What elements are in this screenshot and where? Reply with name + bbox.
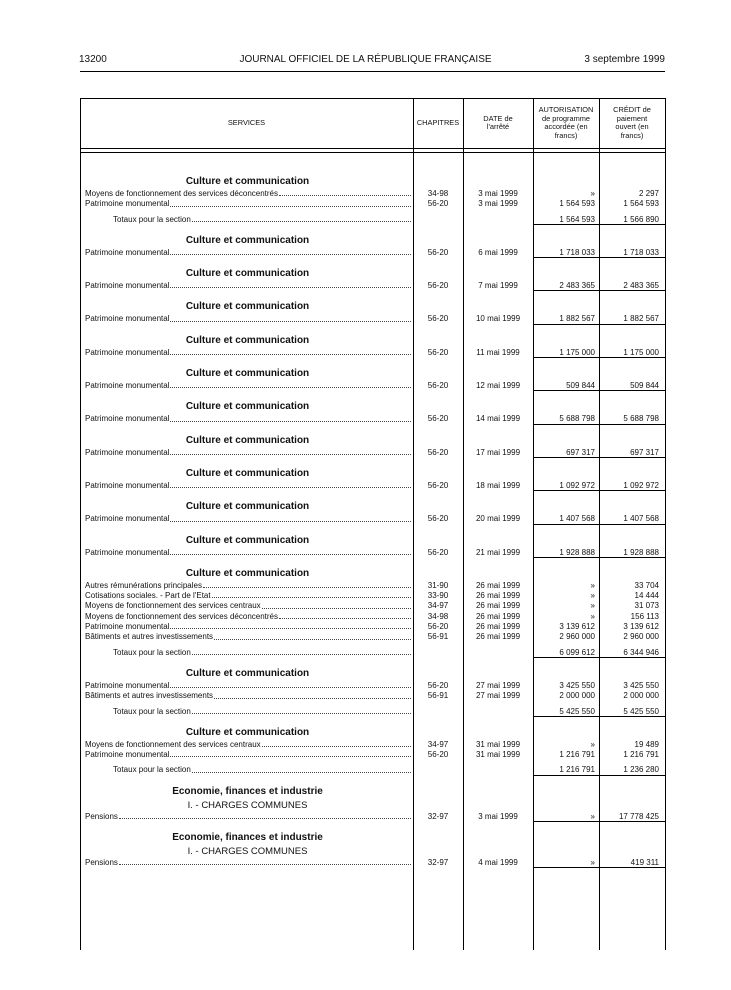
service-cell: [80, 199, 413, 209]
service-cell: [80, 750, 413, 760]
chapitre-cell: 56-20: [427, 347, 449, 357]
leader-dots: [192, 215, 411, 222]
section: [80, 667, 665, 717]
date-cell: [463, 648, 533, 658]
date-cell: 26 mai 1999: [475, 622, 521, 632]
chapitre-cell: 56-20: [427, 750, 449, 760]
date-cell: 10 mai 1999: [475, 314, 521, 324]
chapitre-cell: 32-97: [427, 858, 449, 868]
leader-dots: [170, 514, 411, 521]
service-cell: [80, 681, 413, 691]
date-cell: 11 mai 1999: [476, 347, 520, 357]
service-cell: [80, 632, 413, 642]
service-cell: [80, 591, 413, 601]
autorisation-cell: 2 000 000: [559, 691, 595, 701]
service-cell: [80, 314, 413, 324]
credit-cell: 1 564 593: [623, 199, 659, 209]
section: [80, 567, 665, 658]
date-cell: 31 mai 1999: [475, 739, 521, 749]
date-cell: 27 mai 1999: [475, 680, 521, 690]
autorisation-cell: 1 407 568: [533, 514, 599, 524]
credit-cell: 1 718 033: [599, 248, 665, 258]
autorisation-cell: »: [590, 580, 595, 590]
chapitre-cell: 56-20: [427, 414, 449, 424]
chapitre-cell: 34-98: [427, 611, 449, 621]
total-row: [80, 215, 665, 225]
chapitre-cell: 56-20: [427, 622, 449, 632]
section-subtitle: I. - CHARGES COMMUNES: [187, 799, 308, 811]
service-cell: [80, 448, 413, 458]
service-label: Patrimoine monumental: [85, 480, 170, 490]
table-row: [80, 622, 665, 632]
date-cell: 26 mai 1999: [475, 591, 521, 601]
credit-cell: 17 778 425: [599, 812, 665, 822]
date-cell: 7 mai 1999: [478, 281, 518, 291]
leader-dots: [170, 750, 411, 757]
autorisation-cell: 1 175 000: [533, 348, 599, 358]
total-row: [80, 648, 665, 658]
table-row: [80, 591, 665, 601]
service-label: Pensions: [85, 811, 118, 821]
column-header-chapitres: CHAPITRES: [416, 117, 460, 127]
chapitre-cell: 56-20: [427, 281, 449, 291]
total-row: [80, 765, 665, 775]
leader-dots: [170, 481, 411, 488]
date-cell: 4 mai 1999: [478, 858, 518, 868]
service-label: Autres rémunérations principales: [85, 580, 202, 590]
service-cell: [80, 581, 413, 591]
total-autorisation-cell: 6 099 612: [533, 648, 599, 658]
section-title: Culture et communication: [185, 176, 310, 187]
leader-dots: [119, 858, 411, 865]
section: [80, 785, 665, 822]
total-label-cell: [80, 765, 413, 775]
service-label: Patrimoine monumental: [85, 547, 170, 557]
leader-dots: [170, 381, 411, 388]
total-label-cell: [80, 707, 413, 717]
credit-cell: 1 407 568: [599, 514, 665, 524]
date-cell: 26 mai 1999: [475, 601, 521, 611]
autorisation-cell: »: [590, 611, 595, 621]
chapitre-cell: 56-20: [427, 680, 449, 690]
date-cell: 3 mai 1999: [478, 199, 518, 209]
table-row: [80, 548, 665, 558]
service-cell: [80, 248, 413, 258]
chapitre-cell: 56-20: [427, 381, 449, 391]
table-row: [80, 750, 665, 760]
autorisation-cell: 697 317: [533, 448, 599, 458]
service-cell: [80, 189, 413, 199]
autorisation-cell: »: [590, 189, 595, 198]
service-cell: [80, 622, 413, 632]
chapitre-cell: 34-98: [427, 189, 449, 198]
section: [80, 334, 665, 358]
service-label: Moyens de fonctionnement des services centraux: [85, 601, 261, 611]
service-label: Patrimoine monumental: [85, 247, 170, 257]
section: [80, 467, 665, 491]
date-cell: 3 mai 1999: [478, 811, 518, 821]
service-cell: [80, 348, 413, 358]
date-cell: 26 mai 1999: [475, 580, 521, 590]
table-row: [80, 481, 665, 491]
leader-dots: [170, 548, 411, 555]
column-header-autorisation: AUTORISATION de programme accordée (en francs): [538, 105, 594, 140]
leader-dots: [192, 648, 411, 655]
chapitre-cell: 56-20: [427, 447, 449, 457]
autorisation-cell: 1 718 033: [533, 248, 599, 258]
autorisation-cell: 2 483 365: [533, 281, 599, 291]
date-cell: 3 mai 1999: [478, 189, 518, 198]
credit-cell: 31 073: [634, 601, 659, 611]
date-cell: 12 mai 1999: [475, 381, 521, 391]
leader-dots: [119, 812, 411, 819]
chapitre-cell: 56-20: [427, 514, 449, 524]
leader-dots: [170, 248, 411, 255]
service-label: Moyens de fonctionnement des services déconcentrés: [85, 611, 278, 621]
service-label: Patrimoine monumental: [85, 447, 170, 457]
leader-dots: [170, 199, 411, 206]
section: [80, 434, 665, 458]
chapitre-cell: 31-90: [427, 580, 449, 590]
column-header-credit: CRÉDIT de paiement ouvert (en francs): [613, 105, 651, 140]
service-label: Patrimoine monumental: [85, 314, 170, 324]
journal-title: JOURNAL OFFICIEL DE LA RÉPUBLIQUE FRANÇAISE: [239, 54, 492, 65]
table-row: [80, 612, 665, 622]
table-row: [80, 691, 665, 701]
column-header-services: SERVICES: [227, 117, 266, 127]
service-label: Patrimoine monumental: [85, 281, 170, 291]
date-cell: 14 mai 1999: [475, 414, 521, 424]
service-label: Patrimoine monumental: [85, 381, 170, 391]
chapitre-cell: 32-97: [427, 811, 449, 821]
chapitre-cell: [413, 215, 463, 225]
section-title: Economie, finances et industrie: [172, 785, 323, 797]
table-head-border: [80, 148, 665, 149]
credit-cell: 509 844: [599, 381, 665, 391]
section: [80, 831, 665, 868]
service-cell: [80, 548, 413, 558]
total-credit-cell: 6 344 946: [599, 648, 665, 658]
section: [80, 367, 665, 391]
total-label: Totaux pour la section: [113, 214, 191, 224]
total-label-cell: [80, 648, 413, 658]
leader-dots: [212, 591, 411, 598]
service-cell: [80, 381, 413, 391]
service-label: Pensions: [85, 858, 118, 868]
autorisation-cell: 1 216 791: [559, 750, 595, 760]
date-cell: [463, 707, 533, 717]
autorisation-cell: »: [533, 858, 599, 868]
credit-cell: 2 000 000: [623, 691, 659, 701]
leader-dots: [170, 281, 411, 288]
service-cell: [80, 601, 413, 611]
autorisation-cell: 1 092 972: [533, 481, 599, 491]
header-rule: [80, 71, 665, 72]
chapitre-cell: 56-91: [427, 691, 449, 701]
leader-dots: [170, 314, 411, 321]
table-row: [80, 189, 665, 199]
column-header-date: DATE de l'arrêté: [483, 113, 513, 131]
credit-cell: 33 704: [634, 580, 659, 590]
date-cell: 6 mai 1999: [478, 247, 518, 257]
service-label: Moyens de fonctionnement des services déconcentrés: [85, 189, 278, 198]
table-row: [80, 681, 665, 691]
total-autorisation-cell: 1 216 791: [533, 765, 599, 775]
chapitre-cell: 56-20: [427, 199, 449, 209]
date-cell: 31 mai 1999: [475, 750, 521, 760]
service-cell: [80, 281, 413, 291]
section-title: Culture et communication: [185, 567, 310, 579]
credit-cell: 1 928 888: [599, 548, 665, 558]
table-row: [80, 381, 665, 391]
credit-cell: 5 688 798: [599, 414, 665, 424]
section: [80, 175, 665, 225]
credit-cell: 156 113: [630, 611, 659, 621]
credit-cell: 19 489: [634, 739, 659, 749]
service-cell: [80, 414, 413, 424]
table-row: [80, 248, 665, 258]
leader-dots: [170, 622, 411, 629]
issue-date: 3 septembre 1999: [584, 54, 665, 65]
credit-cell: 1 175 000: [599, 348, 665, 358]
section: [80, 500, 665, 524]
chapitre-cell: 34-97: [427, 739, 449, 749]
date-cell: 18 mai 1999: [475, 480, 521, 490]
table-row: [80, 348, 665, 358]
credit-cell: 2 960 000: [623, 632, 659, 642]
section-title: Culture et communication: [185, 334, 310, 346]
leader-dots: [192, 707, 411, 714]
section-title: Culture et communication: [185, 268, 310, 280]
section: [80, 234, 665, 258]
leader-dots: [170, 414, 411, 421]
section-title: Culture et communication: [185, 726, 310, 738]
credit-cell: 697 317: [599, 448, 665, 458]
date-cell: [463, 215, 533, 225]
section-title: Culture et communication: [185, 667, 310, 679]
total-credit-cell: 5 425 550: [599, 707, 665, 717]
date-cell: 21 mai 1999: [475, 547, 521, 557]
service-label: Cotisations sociales. - Part de l'Etat: [85, 591, 211, 601]
service-label: Moyens de fonctionnement des services centraux: [85, 739, 261, 749]
leader-dots: [279, 612, 411, 619]
table-row: [80, 632, 665, 642]
leader-dots: [262, 601, 411, 608]
chapitre-cell: 56-20: [427, 247, 449, 257]
table-right-border: [665, 98, 666, 950]
date-cell: 27 mai 1999: [475, 691, 521, 701]
total-label-cell: [80, 215, 413, 225]
autorisation-cell: 1 882 567: [533, 314, 599, 324]
table-row: [80, 858, 665, 868]
table-row: [80, 812, 665, 822]
credit-cell: 419 311: [599, 858, 665, 868]
chapitre-cell: 56-91: [427, 632, 449, 642]
leader-dots: [192, 765, 411, 772]
total-credit-cell: 1 566 890: [599, 215, 665, 225]
table-row: [80, 581, 665, 591]
section: [80, 400, 665, 424]
autorisation-cell: 1 928 888: [533, 548, 599, 558]
section-title: Culture et communication: [185, 368, 310, 380]
autorisation-cell: 2 960 000: [559, 632, 595, 642]
chapitre-cell: 56-20: [427, 547, 449, 557]
credit-cell: 3 139 612: [623, 622, 659, 632]
service-label: Patrimoine monumental: [85, 199, 170, 209]
leader-dots: [170, 448, 411, 455]
chapitre-cell: [413, 765, 463, 775]
chapitre-cell: 33-90: [427, 591, 449, 601]
service-label: Patrimoine monumental: [85, 750, 170, 760]
section-title: Culture et communication: [185, 301, 310, 313]
credit-cell: 3 425 550: [623, 680, 659, 690]
leader-dots: [170, 348, 411, 355]
service-label: Patrimoine monumental: [85, 347, 170, 357]
chapitre-cell: [413, 707, 463, 717]
section-title: Culture et communication: [185, 434, 310, 446]
leader-dots: [262, 740, 411, 747]
service-label: Patrimoine monumental: [85, 414, 170, 424]
section-title: Culture et communication: [185, 234, 310, 246]
table-body: [80, 166, 665, 868]
section: [80, 300, 665, 324]
credit-cell: 2 297: [638, 189, 659, 198]
credit-cell: 14 444: [634, 591, 659, 601]
total-autorisation-cell: 5 425 550: [533, 707, 599, 717]
chapitre-cell: 34-97: [427, 601, 449, 611]
section-title: Culture et communication: [185, 501, 310, 513]
chapitre-cell: 56-20: [427, 314, 449, 324]
table-row: [80, 281, 665, 291]
autorisation-cell: 3 425 550: [559, 680, 595, 690]
table-row: [80, 414, 665, 424]
total-row: [80, 707, 665, 717]
credit-cell: 1 216 791: [623, 750, 659, 760]
section-subtitle: I. - CHARGES COMMUNES: [187, 846, 308, 858]
autorisation-cell: 3 139 612: [559, 622, 595, 632]
section-title: Culture et communication: [185, 467, 310, 479]
service-label: Patrimoine monumental: [85, 622, 170, 632]
leader-dots: [214, 691, 411, 698]
total-credit-cell: 1 236 280: [599, 765, 665, 775]
credit-cell: 1 882 567: [599, 314, 665, 324]
autorisation-cell: 1 564 593: [559, 199, 595, 209]
service-label: Bâtiments et autres investissements: [85, 691, 214, 701]
section: [80, 267, 665, 291]
credit-cell: 2 483 365: [599, 281, 665, 291]
section: [80, 726, 665, 776]
autorisation-cell: »: [590, 601, 595, 611]
autorisation-cell: 5 688 798: [533, 414, 599, 424]
total-label: Totaux pour la section: [113, 765, 191, 775]
chapitre-cell: [413, 648, 463, 658]
table-head-double-border: [80, 152, 665, 153]
date-cell: 26 mai 1999: [475, 632, 521, 642]
table-row: [80, 740, 665, 750]
service-label: Patrimoine monumental: [85, 514, 170, 524]
section-title: Culture et communication: [185, 401, 310, 413]
leader-dots: [214, 632, 411, 639]
date-cell: 17 mai 1999: [475, 447, 521, 457]
service-cell: [80, 612, 413, 622]
leader-dots: [279, 189, 411, 196]
total-autorisation-cell: 1 564 593: [533, 215, 599, 225]
table-row: [80, 601, 665, 611]
total-label: Totaux pour la section: [113, 706, 191, 716]
autorisation-cell: »: [590, 591, 595, 601]
date-cell: [463, 765, 533, 775]
chapitre-cell: 56-20: [427, 480, 449, 490]
table-row: [80, 314, 665, 324]
service-cell: [80, 691, 413, 701]
date-cell: 20 mai 1999: [475, 514, 521, 524]
credit-cell: 1 092 972: [599, 481, 665, 491]
table-row: [80, 448, 665, 458]
table-row: [80, 514, 665, 524]
table-row: [80, 199, 665, 209]
service-cell: [80, 740, 413, 750]
autorisation-cell: 509 844: [533, 381, 599, 391]
autorisation-cell: »: [590, 739, 595, 749]
service-label: Bâtiments et autres investissements: [85, 632, 214, 642]
service-cell: [80, 858, 413, 868]
autorisation-cell: »: [533, 812, 599, 822]
page-number: 13200: [79, 54, 107, 65]
total-label: Totaux pour la section: [113, 647, 191, 657]
leader-dots: [170, 681, 411, 688]
section: [80, 534, 665, 558]
section-title: Culture et communication: [185, 534, 310, 546]
service-cell: [80, 481, 413, 491]
service-cell: [80, 514, 413, 524]
service-label: Patrimoine monumental: [85, 680, 170, 690]
leader-dots: [203, 581, 411, 588]
service-cell: [80, 812, 413, 822]
section-title: Economie, finances et industrie: [172, 832, 323, 844]
date-cell: 26 mai 1999: [475, 611, 521, 621]
